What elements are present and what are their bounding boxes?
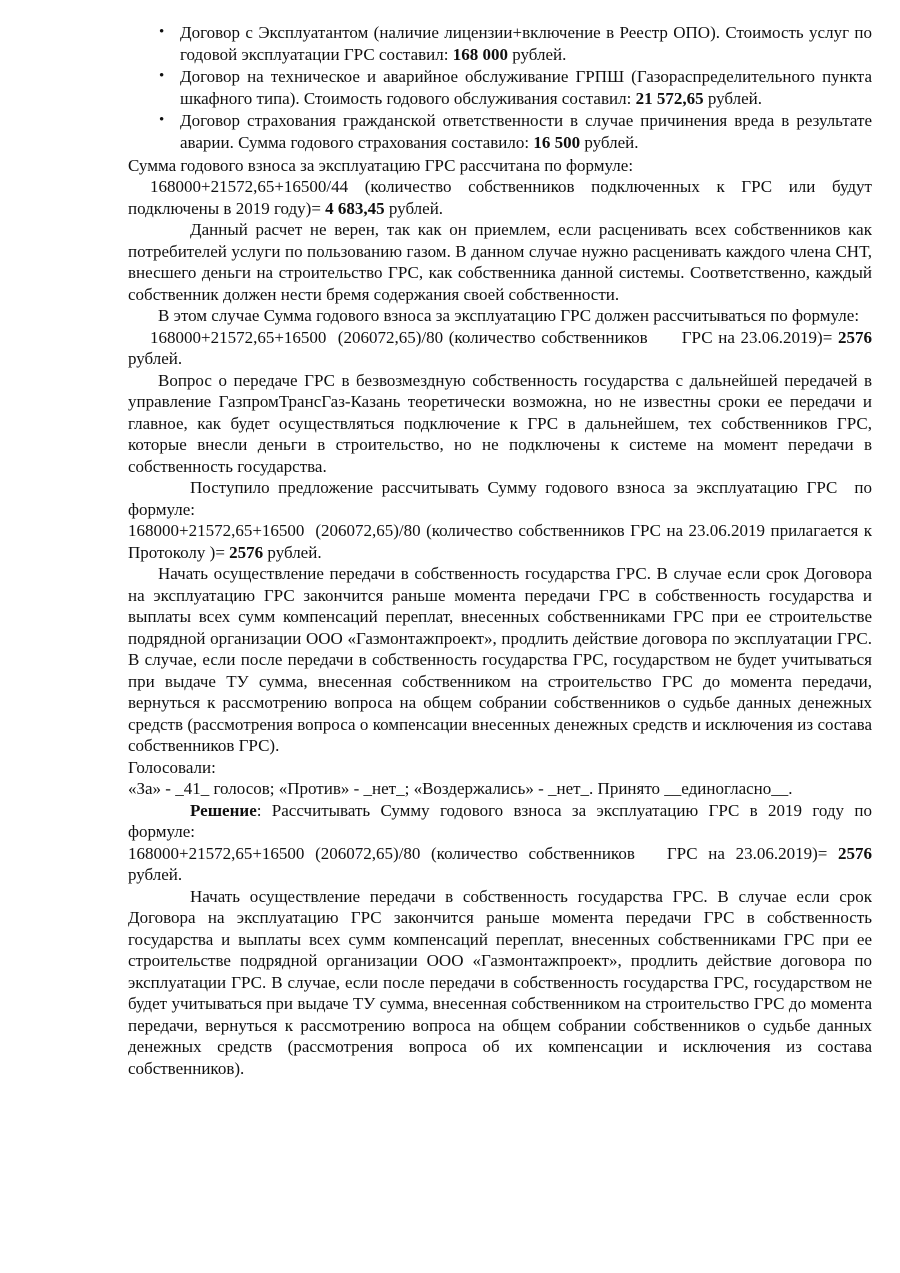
bullet-text-lead: Договор страхования гражданской ответственности в случае причинения вреда в результате аварии. Сумма годового страхования составило: bbox=[180, 111, 872, 152]
objection-paragraph: Данный расчет не верен, так как он приемлем, если расценивать всех собственников как потребителей услуги по пользованию газом. В данном случае нужно расценивать каждого члена СНТ, внесшего деньги на строительство ГРС, как собственника данной системы. Соответственно, каждый собственник должен нести бремя содержания своей собственности. bbox=[128, 220, 872, 304]
list-item bbox=[128, 22, 872, 65]
alt-formula-heading: В этом случае Сумма годового взноса за эксплуатацию ГРС должен рассчитываться по формуле: bbox=[158, 306, 860, 326]
bullet-amount: 21 572,65 bbox=[635, 88, 704, 108]
formula-4-result: 2576 bbox=[838, 843, 872, 863]
formula-3-unit: рублей. bbox=[263, 542, 322, 562]
transfer-action-paragraph-1: Начать осуществление передачи в собственность государства ГРС. В случае если срок Договора на эксплуатацию ГРС закончится раньше момента передачи ГРС в собственность государства и выплаты всех сумм компенсаций переплат, внесенных собственниками ГРС при ее строительстве подрядной организации ООО «Газмонтажпроект», продлить действие договора по эксплуатации ГРС. В случае, если после передачи в собственность государства ГРС, государством не будет учитываться при выдаче ТУ сумма, внесенная собственником на строительство ГРС до момента передачи, вернуться к рассмотрению вопроса на общем собрании собственников о судьбе данных денежных средств (рассмотрения вопроса о компенсации внесенных денежных средств и исключения из состава собственников ГРС). bbox=[128, 564, 872, 756]
bullet-text-tail: рублей. bbox=[580, 132, 639, 152]
formula-3-expression: 168000+21572,65+16500 (206072,65)/80 (количество собственников ГРС на 23.06.2019 прилагается к Протоколу )= bbox=[128, 521, 877, 562]
formula-1-unit: рублей. bbox=[384, 198, 444, 218]
decision-paragraph bbox=[128, 800, 872, 843]
list-item bbox=[128, 110, 872, 153]
proposal-heading: Поступило предложение рассчитывать Сумму годового взноса за эксплуатацию ГРС по формуле: bbox=[128, 478, 877, 519]
bullet-icon: • bbox=[159, 112, 165, 129]
bullet-text-lead: Договор с Эксплуатантом (наличие лицензии+включение в Реестр ОПО). Стоимость услуг по годовой эксплуатации ГРС составил: bbox=[180, 23, 872, 64]
bullet-amount: 16 500 bbox=[533, 132, 581, 152]
bullet-icon: • bbox=[159, 68, 165, 85]
formula-1-expression: 168000+21572,65+16500/44 (количество собственников подключенных к ГРС или будут подключены в 2019 году)= bbox=[128, 177, 877, 218]
intro-formula-heading: Сумма годового взноса за эксплуатацию ГРС рассчитана по формуле: bbox=[128, 155, 634, 175]
bullet-amount: 168 000 bbox=[452, 44, 508, 64]
formula-3 bbox=[128, 520, 877, 563]
transfer-question-paragraph: Вопрос о передаче ГРС в безвозмездную собственность государства с дальнейшей передачей в управление ГазпромТрансГаз-Казань теоретически возможна, но не известны сроки ее передачи и главное, как будет осуществляться подключение к ГРС в дальнейшем, тех собственников ГРС, которые внесли деньги в строительство, но не подключены к системе на момент передачи в собственность государства. bbox=[128, 370, 872, 476]
bullet-text-tail: рублей. bbox=[703, 88, 762, 108]
formula-2-unit: рублей. bbox=[128, 349, 183, 369]
transfer-action-paragraph-2: Начать осуществление передачи в собственность государства ГРС. В случае если срок Договора на эксплуатацию ГРС закончится раньше момента передачи ГРС в собственность государства и выплаты всех сумм компенсаций переплат, внесенных собственниками ГРС при ее строительстве подрядной организации ООО «Газмонтажпроект», продлить действие договора по эксплуатации ГРС. В случае, если после передачи в собственность государства ГРС, государством не будет учитываться при выдаче ТУ сумма, внесенная собственником на строительство ГРС до момента передачи, вернуться к рассмотрению вопроса на общем собрании собственников о судьбе данных денежных средств (рассмотрения вопроса об их компенсации и исключения из состава собственников). bbox=[128, 886, 872, 1078]
decision-text: : Рассчитывать Сумму годового взноса за эксплуатацию ГРС в 2019 году по формуле: bbox=[128, 800, 872, 842]
formula-4 bbox=[128, 843, 872, 886]
formula-2-result: 2576 bbox=[838, 327, 872, 347]
decision-label: Решение bbox=[190, 800, 257, 820]
formula-2-expression: 168000+21572,65+16500 (206072,65)/80 (количество собственников ГРС на 23.06.2019)= bbox=[150, 327, 838, 347]
list-item bbox=[128, 66, 872, 109]
voting-label: Голосовали: bbox=[128, 757, 216, 777]
formula-3-result: 2576 bbox=[229, 542, 264, 562]
formula-2 bbox=[128, 327, 872, 370]
formula-1-result: 4 683,45 bbox=[325, 198, 385, 218]
voting-results: «За» - _41_ голосов; «Против» - _нет_; «Воздержались» - _нет_. Принято __единогласно__. bbox=[128, 779, 793, 799]
formula-1 bbox=[128, 176, 877, 219]
page-content bbox=[128, 22, 877, 1079]
formula-4-unit: рублей. bbox=[128, 865, 183, 885]
bullet-text-lead: Договор на техническое и аварийное обслуживание ГРПШ (Газораспределительного пункта шкафного типа). Стоимость годового обслуживания составил: bbox=[180, 67, 872, 108]
formula-4-expression: 168000+21572,65+16500 (206072,65)/80 (количество собственников ГРС на 23.06.2019)= bbox=[128, 843, 838, 863]
bullet-text-tail: рублей. bbox=[507, 44, 567, 64]
contract-bullet-list bbox=[128, 22, 872, 154]
bullet-icon: • bbox=[159, 24, 165, 40]
